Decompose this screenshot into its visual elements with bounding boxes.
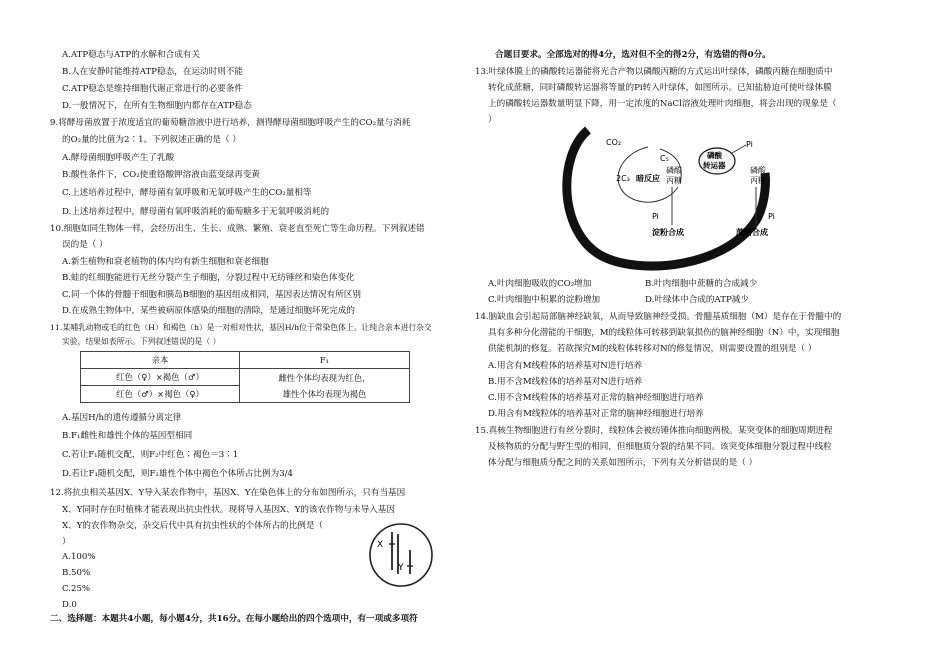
q9-option-d: D.上述培养过程中，酵母菌有氧呼吸消耗的葡萄糖多于无氧呼吸消耗的 [62, 207, 330, 217]
q14-stem-2: 具有多种分化潜能的干细胞，M的线粒体可转移到缺氧损伤的脑神经细胞（N）中，实现细胞 [488, 328, 840, 338]
q14-stem-1: 14.脑缺血会引起局部脑神经缺氧，从而导致脑神经受损。骨髓基质细胞（M）是存在于骨髓中的 [475, 312, 842, 322]
q13-option-c: C.叶肉细胞中积累的淀粉增加 [488, 295, 601, 305]
cell-circle [370, 524, 432, 586]
sucrose-label: 蔗糖合成 [736, 228, 768, 237]
q14-option-b: B.用不含M线粒体的培养基对N进行培养 [488, 377, 643, 387]
q11-result-line-2: 雄性个体均表现为褐色 [282, 388, 367, 399]
q12-option-d: D.0 [62, 600, 77, 610]
c5-label: C₅ [660, 154, 669, 163]
q11-table-head-f1: F₁ [240, 352, 410, 369]
section-2-heading-cont: 合题目要求。全部选对的得4分，选对但不全的得2分，有选错的得0分。 [495, 50, 771, 60]
q12-stem-3: X、Y的农作物杂交，杂交后代中具有抗虫性状的个体所占的比例是（ [62, 521, 324, 531]
q10-option-d: D.在成熟生物体中，某些被病原体感染的细胞的清除，是通过细胞坏死完成的 [62, 306, 355, 316]
q10-option-c: C.同一个体的骨髓干细胞和胰岛B细胞的基因组成相同，基因表达情况有所区别 [62, 290, 361, 300]
q12-chromosome-figure [368, 522, 434, 588]
q12-option-b: B.50% [62, 568, 91, 578]
q11-stem-1: 11.某哺乳动物或毛的红色（H）和褐色（h）是一对相对性状，基因H/h位于常染色体上。让纯合亲本进行杂交 [50, 323, 432, 332]
q13-stem-1: 13.叶绿体膜上的磷酸转运器能将光合产物以磷酸丙糖的方式运出叶绿体，磷酸丙糖在细胞质中 [475, 67, 833, 77]
q12-option-c: C.25% [62, 584, 91, 594]
q11-option-c: C.若让F₁随机交配，则F₂中红色∶褐色＝3∶1 [62, 450, 239, 460]
q11-option-a: A.基因H/h的遗传遵循分离定律 [62, 413, 182, 423]
q13-stem-3: 上的磷酸转运器数量明显下降，用一定浓度的NaCl溶液处理叶肉细胞，将会出现的现象是（ [488, 99, 837, 109]
dark-reaction-label: 暗反应 [636, 174, 660, 183]
q8-option-a: A.ATP稳态与ATP的水解和合成有关 [62, 50, 200, 60]
q11-result-line-1: 雌性个体均表现为红色， [278, 372, 371, 383]
q11-table [80, 351, 410, 403]
q10-stem-1: 10.细胞如同生物体一样，会经历出生、生长、成熟、繁殖、衰老直至死亡等生命历程。下列叙述错 [50, 224, 425, 234]
gene-x-label: X [377, 540, 384, 550]
transporter-label-1: 磷酸 [707, 151, 722, 160]
q14-option-a: A.用含有M线粒体的培养基对N进行培养 [488, 361, 643, 371]
q9-stem-2: 的O₂量的比值为2∶1。下列叙述正确的是（ ） [62, 135, 241, 145]
q10-option-a: A.新生植物和衰老植物的体内均有新生细胞和衰老细胞 [62, 257, 269, 267]
q13-stem-2: 转化成蔗糖，同时磷酸转运器将等量的Pi转入叶绿体，如图所示。已知盐胁迫可使叶绿体膜 [488, 83, 832, 93]
triose-in-1: 磷酸 [666, 166, 682, 175]
starch-label: 淀粉合成 [652, 228, 684, 237]
q10-stem-2: 误的是（ ） [62, 240, 108, 250]
pi-label-left: Pi [652, 212, 659, 221]
q12-stem-4: ） [62, 537, 71, 547]
q9-option-a: A.酵母菌细胞呼吸产生了乳酸 [62, 153, 175, 163]
q13-option-b: B.叶肉细胞中蔗糖的合成减少 [645, 279, 758, 289]
q14-option-c: C.用不含M线粒体的培养基对正常的脑神经细胞进行培养 [488, 393, 704, 403]
q11-table-head-parent: 亲本 [81, 352, 240, 369]
transporter-label-2: 转运器 [703, 161, 726, 170]
gene-y-label: Y [398, 563, 404, 573]
q12-option-a: A.100% [62, 552, 96, 562]
pi-label-right: Pi [768, 212, 775, 221]
q8-option-d: D.一般情况下，在所有生物细胞内都存在ATP稳态 [62, 101, 252, 111]
q12-stem-1: 12.将抗虫相关基因X、Y导入某农作物中，基因X、Y在染色体上的分布如图所示，只有当基因 [50, 488, 406, 498]
q11-option-b: B.F₁雌性和雄性个体的基因型相同 [62, 431, 193, 441]
q13-option-a: A.叶肉细胞吸收的CO₂增加 [488, 279, 592, 289]
co2-label: CO₂ [606, 138, 622, 147]
q12-stem-2: X、Y同时存在时植株才能表现出抗虫性状。现将导入基因X、Y的该农作物与未导入基因 [62, 505, 395, 515]
q8-option-c: C.ATP稳态是维持细胞代谢正常进行的必要条件 [62, 84, 243, 94]
triose-out-2: 丙糖 [750, 176, 766, 185]
section-2-heading: 二、选择题：本题共4小题，每小题4分，共16分。在每小题给出的四个选项中，有一项或多项符 [50, 614, 418, 624]
q15-stem-2: 及核物质的分配与野生型的相同，但细胞质分裂的结果不同。该突变体细胞分裂过程中线粒 [488, 442, 832, 452]
q11-option-d: D.若让F₁随机交配，则F₂雄性个体中褐色个体所占比例为3/4 [62, 469, 294, 479]
q11-table-row-1: 红色（♀）×褐色（♂） [81, 369, 240, 386]
triose-out-1: 磷酸 [750, 166, 766, 175]
q11-stem-2: 实验，结果如表所示。下列叙述错误的是（ ） [62, 337, 221, 346]
triose-in-2: 丙糖 [666, 176, 682, 185]
q8-option-b: B.人在安静时能维持ATP稳态，在运动时则不能 [62, 67, 243, 77]
pi-label-top: Pi [746, 140, 753, 149]
q15-stem-1: 15.真核生物细胞进行有丝分裂时，线粒体会被纺锤体推向细胞两极。某突变体的细胞周期进程 [475, 426, 833, 436]
q10-option-b: B.蛙的红细胞能进行无丝分裂产生子细胞，分裂过程中无纺锤丝和染色体变化 [62, 273, 355, 283]
q9-option-b: B.酸性条件下，CO₂使重铬酸钾溶液由蓝变绿再变黄 [62, 170, 260, 180]
q13-chloroplast-figure [560, 125, 800, 275]
q14-option-d: D.用含有M线粒体的培养基对正常的脑神经细胞进行培养 [488, 409, 704, 419]
q14-stem-3: 供能机制的修复。若欲探究M的线粒体转移对N的修复情况，则需要设置的组别是（ ） [488, 344, 817, 354]
c3-label: 2C₃ [616, 174, 630, 183]
q9-option-c: C.上述培养过程中，酵母菌有氧呼吸和无氧呼吸产生的CO₂量相等 [62, 188, 312, 198]
q11-table-result [240, 369, 410, 403]
q9-stem-1: 9.将酵母菌放置于浓度适宜的葡萄糖溶液中进行培养，测得酵母菌细胞呼吸产生的CO₂量与消耗 [50, 118, 411, 128]
q15-stem-3: 体分配与细胞质分配之间的关系如图所示，下列有关分析错误的是（ ） [488, 458, 758, 468]
q11-table-row-2: 红色（♂）×褐色（♀） [81, 386, 240, 403]
q13-option-d: D.叶绿体中合成的ATP减少 [645, 295, 749, 305]
q13-stem-4: ） [488, 115, 497, 125]
